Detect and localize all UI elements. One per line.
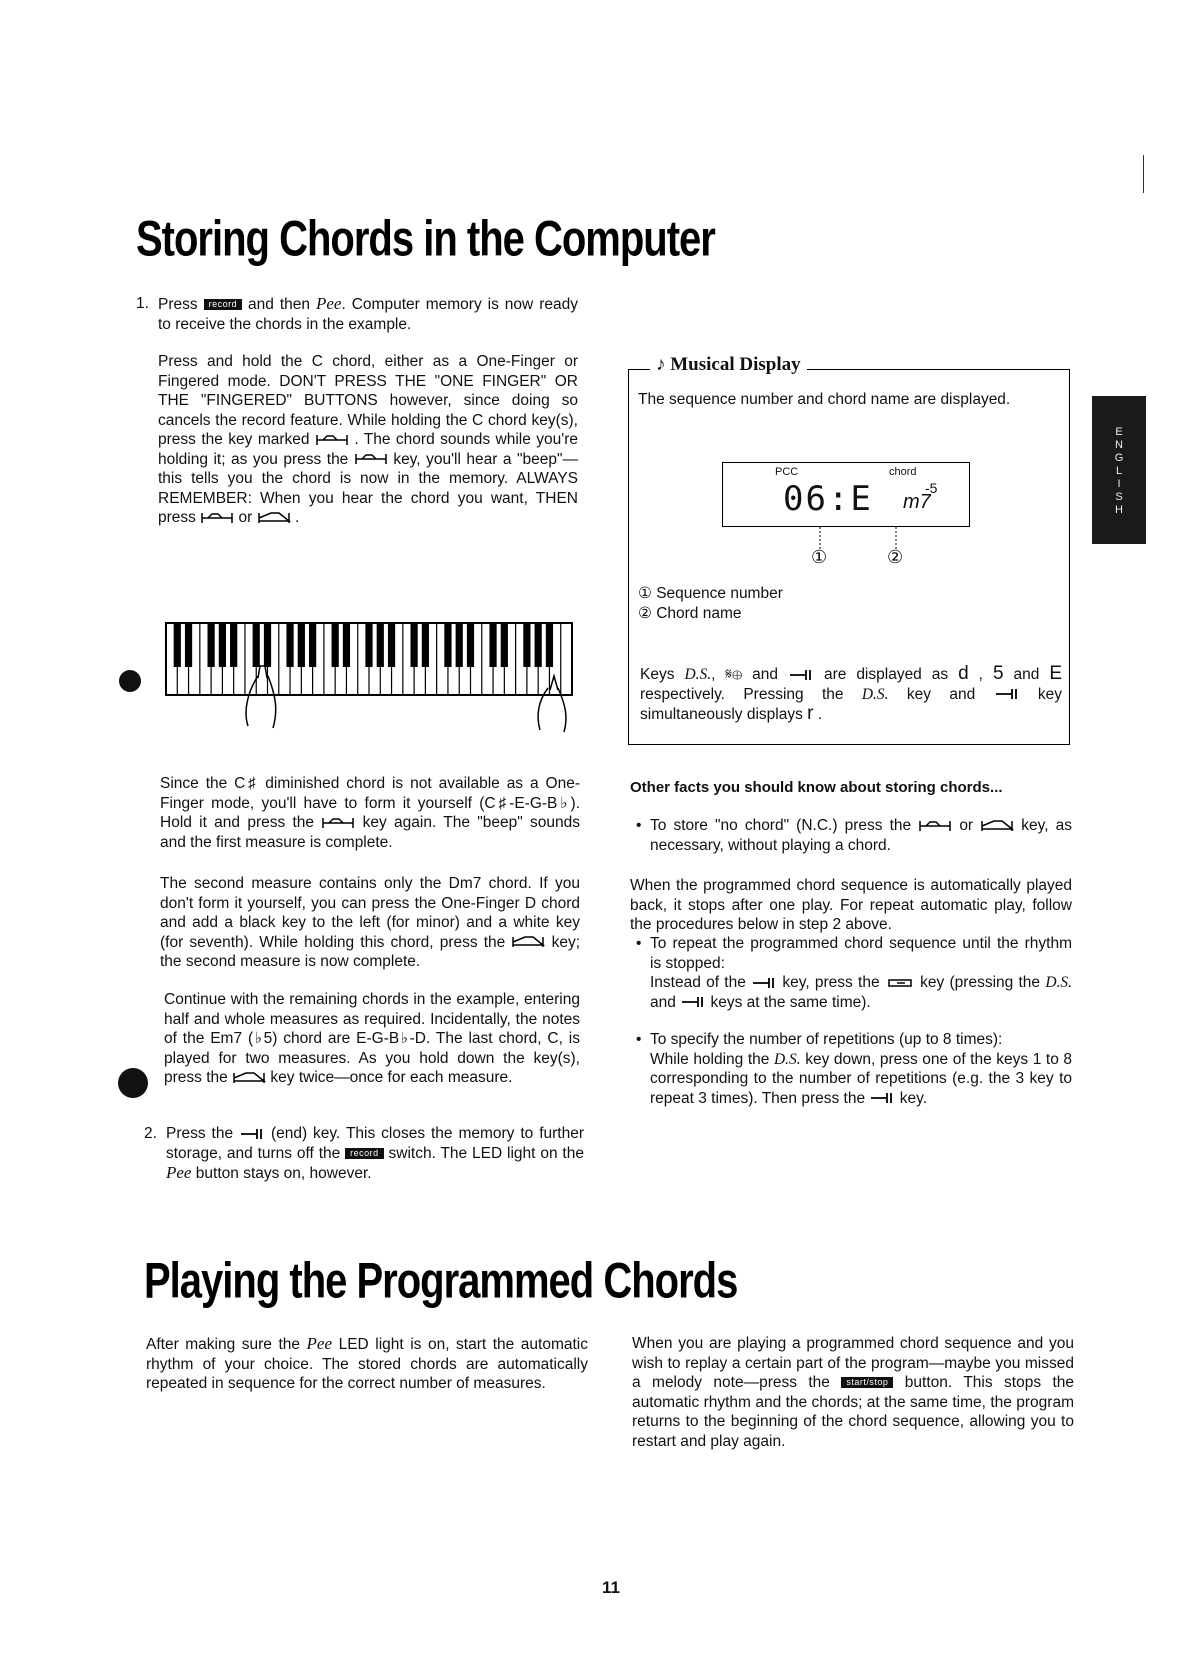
end-key-icon [751, 976, 777, 990]
legend-chord-name: ② Chord name [638, 605, 742, 622]
bullet-repetitions: • To specify the number of repetitions (up to 8 times): While holding the D.S. key down, press one of the keys 1 to 8 corresponding to the number of repetitions (e.g. the 3 key to repeat 3 times). Then press the key. [650, 1030, 1072, 1108]
cdim-paragraph: Since the C♯ diminished chord is not available as a One-Finger mode, you'll have to form it yourself (C♯-E-G-B♭). Hold it and press the key again. The "beep" sounds and the first measure is complete. [160, 775, 580, 851]
bullet-dot [118, 1068, 148, 1098]
black-key [388, 623, 395, 667]
page-number: 11 [602, 1578, 620, 1597]
section-title-storing: Storing Chords in the Computer [136, 211, 715, 267]
step2-text: Press the (end) key. This closes the memory to further storage, and turns off the record switch. The LED light on the Pee button stays on, however. [166, 1125, 584, 1182]
side-tab-letter: E [1115, 426, 1123, 438]
black-key [332, 623, 339, 667]
black-key [174, 623, 181, 667]
lcd-chord-superscript: -5 [925, 480, 938, 496]
end-key-icon [680, 995, 706, 1009]
end-key-icon [994, 687, 1020, 701]
english-side-tab [1092, 396, 1146, 544]
other-facts-heading: Other facts you should know about storing chords... [630, 779, 1003, 796]
musical-display-caption: The sequence number and chord name are displayed. [638, 391, 1011, 408]
black-key [535, 623, 542, 667]
end-key-icon [869, 1091, 895, 1105]
playback-paragraph: When the programmed chord sequence is automatically played back, it stops after one play. For repeat automatic play, follow the procedures below in step 2 above. [630, 877, 1072, 933]
black-key [264, 623, 271, 667]
bullet-dot [119, 670, 141, 692]
lcd-glyph-5: 5 [992, 663, 1004, 684]
record-button-tag: record [345, 1148, 384, 1159]
black-key [208, 623, 215, 667]
step-number: 2. [144, 1125, 157, 1142]
black-key [456, 623, 463, 667]
pee-button-label: Pee [315, 294, 342, 313]
side-tab-letter: N [1115, 439, 1123, 451]
black-key [444, 623, 451, 667]
black-key [501, 623, 508, 667]
section-title-playing: Playing the Programmed Chords [144, 1253, 738, 1309]
dm7-paragraph: The second measure contains only the Dm7 chord. If you don't form it yourself, you can press the One-Finger D chord and add a black key to the left (for minor) and a white key (for seventh). While holding this chord, press the key; the second measure is now complete. [160, 875, 581, 970]
lcd-display [722, 462, 970, 527]
side-tab-letter: I [1117, 478, 1121, 490]
black-key [489, 623, 496, 667]
lcd-label-chord: chord [889, 466, 917, 478]
musical-display-title: ♪ Musical Display [650, 355, 807, 375]
side-tab-letter: S [1115, 491, 1123, 503]
playing-right-paragraph: When you are playing a programmed chord sequence and you wish to replay a certain part of the program—maybe you missed a melody note—press the start/stop button. This stops the automatic rhythm and the chords; at the same time, the program returns to the beginning of the chord sequence, allowing you to restart and play again. [632, 1335, 1075, 1450]
black-key [286, 623, 293, 667]
black-key [467, 623, 474, 667]
black-key [377, 623, 384, 667]
lcd-glyph-e: E [1049, 663, 1063, 684]
lcd-label-pcc: PCC [775, 466, 799, 478]
black-key [411, 623, 418, 667]
lcd-glyph-r: r [807, 703, 814, 724]
end-key-icon [239, 1127, 265, 1141]
half-measure-key-icon [257, 511, 291, 525]
marker-sequence: ① [811, 547, 828, 567]
step-number: 1. [136, 295, 149, 312]
keyboard-illustration [118, 606, 588, 746]
black-key [309, 623, 316, 667]
lcd-glyph-d: d [958, 663, 969, 684]
side-tab-letter: L [1115, 465, 1123, 477]
black-key [422, 623, 429, 667]
step1-text: Press record and then Pee. Computer memory is now ready to receive the chords in the example. [158, 294, 578, 333]
start-stop-button-tag: start/stop [841, 1377, 893, 1388]
black-key [253, 623, 260, 667]
next-chord-key-icon [918, 819, 952, 833]
black-key [546, 623, 553, 667]
next-chord-key-icon [315, 433, 349, 447]
record-button-tag: record [204, 299, 243, 310]
black-key [230, 623, 237, 667]
next-chord-key-icon [354, 452, 388, 466]
lcd-leader-lines [722, 527, 970, 567]
black-key [298, 623, 305, 667]
repeat-key-icon [885, 976, 915, 990]
playing-left-paragraph: After making sure the Pee LED light is on, start the automatic rhythm of your choice. The stored chords are automatically repeated in sequence for the correct number of measures. [146, 1334, 588, 1392]
bullet-repeat: • To repeat the programmed chord sequence until the rhythm is stopped: Instead of the key, press the key (pressing the D.S. and keys at the same time). [650, 934, 1072, 1012]
side-tab-letter: G [1114, 452, 1124, 464]
half-measure-key-icon [232, 1071, 266, 1085]
marker-chord: ② [887, 547, 904, 567]
keys-display-paragraph: Keys D.S., 𝄋⊕ and are displayed as d , 5 and E respectively. Pressing the D.S. key and key simultaneously displays r . [640, 663, 1063, 724]
note-icon: ♪ [656, 354, 666, 375]
black-key [185, 623, 192, 667]
end-key-icon [788, 668, 814, 682]
side-tab-letter: H [1115, 504, 1123, 516]
legend-sequence-number: ① Sequence number [638, 585, 783, 602]
margin-mark [1143, 155, 1144, 193]
black-key [219, 623, 226, 667]
next-chord-key-icon [200, 511, 234, 525]
black-key [365, 623, 372, 667]
hold-chord-paragraph: Press and hold the C chord, either as a One-Finger or Fingered mode. DON'T PRESS THE "ONE FINGER" OR THE "FINGERED" BUTTONS however, since doing so cancels the record feature. While holding the C chord key(s), press the key marked . The chord sounds while you're holding it; as you press the key, you'll hear a "beep"—this tells you the chord is now in the memory. ALWAYS REMEMBER: When you hear the chord you want, THEN press or . [158, 353, 579, 526]
next-chord-key-icon [321, 816, 355, 830]
half-measure-key-icon [511, 935, 545, 949]
continue-paragraph: Continue with the remaining chords in the example, entering half and whole measures as required. Incidentally, the notes of the Em7 (♭5) chord are E-G-B♭-D. The last chord, C, is played for two measures. As you hold down the key(s), press the key twice—once for each measure. [164, 991, 580, 1086]
pee-button-label: Pee [166, 1163, 192, 1182]
black-key [343, 623, 350, 667]
black-key [523, 623, 530, 667]
pee-button-label: Pee [306, 1334, 333, 1353]
lcd-chord-type: m7 [903, 491, 931, 513]
lcd-sequence-digits: 06:E [783, 479, 873, 519]
bullet-no-chord: • To store "no chord" (N.C.) press the or key, as necessary, without playing a chord. [650, 816, 1072, 855]
half-measure-key-icon [980, 819, 1014, 833]
